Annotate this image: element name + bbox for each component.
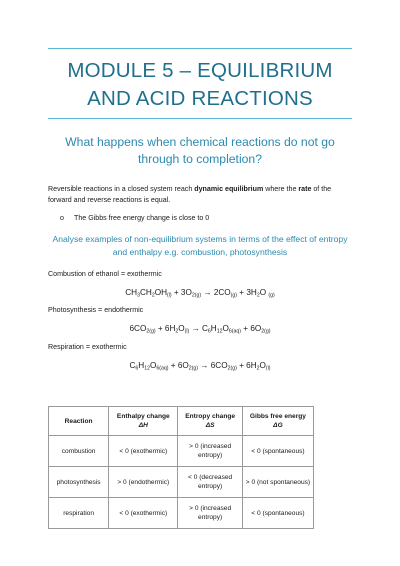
combustion-equation: $CH_3CH_2OH_{(l)} + 3O_{2(g)} \to 2CO_{(g)} + 3H_2O$ $_{(g)}$ <box>125 288 275 299</box>
respiration-equation: $C_6H_{12}O_{6(aq)} + 6O_{2(g)} \to 6CO_{2(g)} + 6H_2O_{(l)}$ <box>129 361 271 372</box>
bullet-item <box>60 213 350 223</box>
table-cell: combustion <box>49 436 109 467</box>
bullet-marker: o <box>60 214 64 222</box>
subtitle: What happens when chemical reactions do not go through to completion? <box>65 135 335 166</box>
title-line-1: MODULE 5 – EQUILIBRIUM <box>67 59 333 82</box>
table-cell: photosynthesis <box>49 467 109 498</box>
header-entropy: Entropy change ΔS <box>178 407 242 436</box>
intro-bold-rate: rate <box>298 185 312 193</box>
table-cell: < 0 (spontaneous) <box>242 498 313 529</box>
table-cell: < 0 (decreased entropy) <box>178 467 242 498</box>
section-heading: Analyse examples of non-equilibrium systems in terms of the effect of entropy and enthalpy e.g. combustion, photosynthesis <box>52 234 348 257</box>
table-header-row <box>49 407 314 436</box>
table-cell: > 0 (not spontaneous) <box>242 467 313 498</box>
photosynthesis-equation: $6CO_{2(g)} + 6H_2O_{(l)} \to C_6H_{12}O_{6(aq)} + 6O_{2(g)}$ <box>129 324 271 335</box>
intro-bold-dynamic-equilibrium: dynamic equilibrium <box>194 185 264 193</box>
respiration-label: Respiration = exothermic <box>48 343 127 351</box>
photosynthesis-label: Photosynthesis = endothermic <box>48 306 144 314</box>
table-cell: > 0 (endothermic) <box>109 467 178 498</box>
table-row <box>49 436 314 467</box>
intro-text-1: Reversible reactions in a closed system reach <box>48 185 195 193</box>
thermodynamics-table <box>48 406 314 529</box>
page-title <box>40 57 360 113</box>
table-cell: respiration <box>49 498 109 529</box>
table-cell: < 0 (spontaneous) <box>242 436 313 467</box>
bottom-title-rule <box>48 118 352 119</box>
top-rule <box>48 48 352 49</box>
table-cell: < 0 (exothermic) <box>109 436 178 467</box>
table-cell: < 0 (exothermic) <box>109 498 178 529</box>
table-cell: > 0 (increased entropy) <box>178 498 242 529</box>
intro-paragraph <box>48 184 352 206</box>
table-row <box>49 467 314 498</box>
combustion-label: Combustion of ethanol = exothermic <box>48 270 162 278</box>
title-line-2: AND ACID REACTIONS <box>87 87 313 110</box>
intro-text-2: where the <box>263 185 299 193</box>
table-cell: > 0 (increased entropy) <box>178 436 242 467</box>
header-reaction: Reaction <box>49 407 109 436</box>
header-enthalpy: Enthalpy change ΔH <box>109 407 178 436</box>
table-row <box>49 498 314 529</box>
bullet-text: The Gibbs free energy change is close to 0 <box>74 214 210 222</box>
intro-text-3: of the forward and reverse reactions is equal. <box>48 185 332 204</box>
header-gibbs: Gibbs free energy ΔG <box>242 407 313 436</box>
